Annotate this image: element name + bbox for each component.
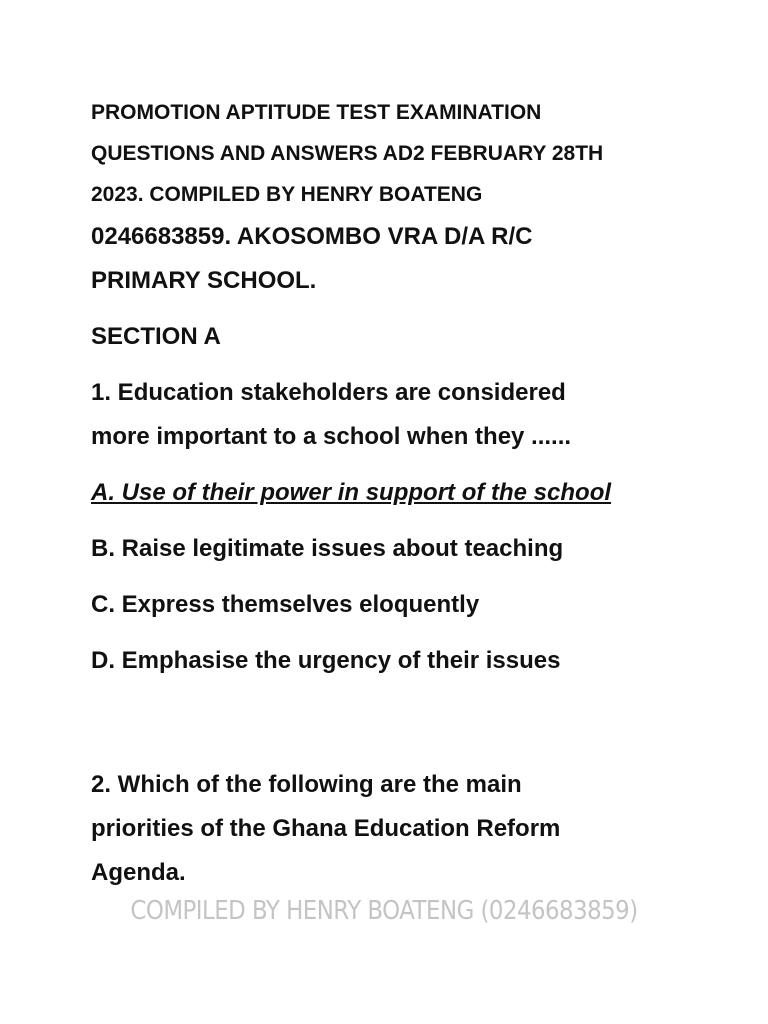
document-page <box>91 92 691 895</box>
page-footer: COMPILED BY HENRY BOATENG (0246683859) <box>130 896 638 926</box>
question-1-option-d: D. Emphasise the urgency of their issues <box>91 647 561 674</box>
header-line: 2023. COMPILED BY HENRY BOATENG <box>91 183 483 206</box>
question-line: priorities of the Ghana Education Reform <box>91 815 561 842</box>
question-1-text <box>91 371 691 459</box>
question-line: 2. Which of the following are the main <box>91 771 522 798</box>
header-line: PROMOTION APTITUDE TEST EXAMINATION <box>91 101 542 124</box>
header-line: PRIMARY SCHOOL. <box>91 267 317 294</box>
question-line: 1. Education stakeholders are considered <box>91 379 566 406</box>
question-1-option-c: C. Express themselves eloquently <box>91 591 480 618</box>
section-title: SECTION A <box>91 323 221 350</box>
spacer <box>91 683 691 751</box>
question-line: more important to a school when they ...... <box>91 423 572 450</box>
question-2-text <box>91 763 691 895</box>
header-line: QUESTIONS AND ANSWERS AD2 FEBRUARY 28TH <box>91 142 604 165</box>
header-line: 0246683859. AKOSOMBO VRA D/A R/C <box>91 223 533 250</box>
question-1-option-a-correct: A. Use of their power in support of the school <box>91 479 612 506</box>
document-header <box>91 92 691 303</box>
question-line: Agenda. <box>91 859 186 886</box>
question-1-option-b: B. Raise legitimate issues about teaching <box>91 535 564 562</box>
